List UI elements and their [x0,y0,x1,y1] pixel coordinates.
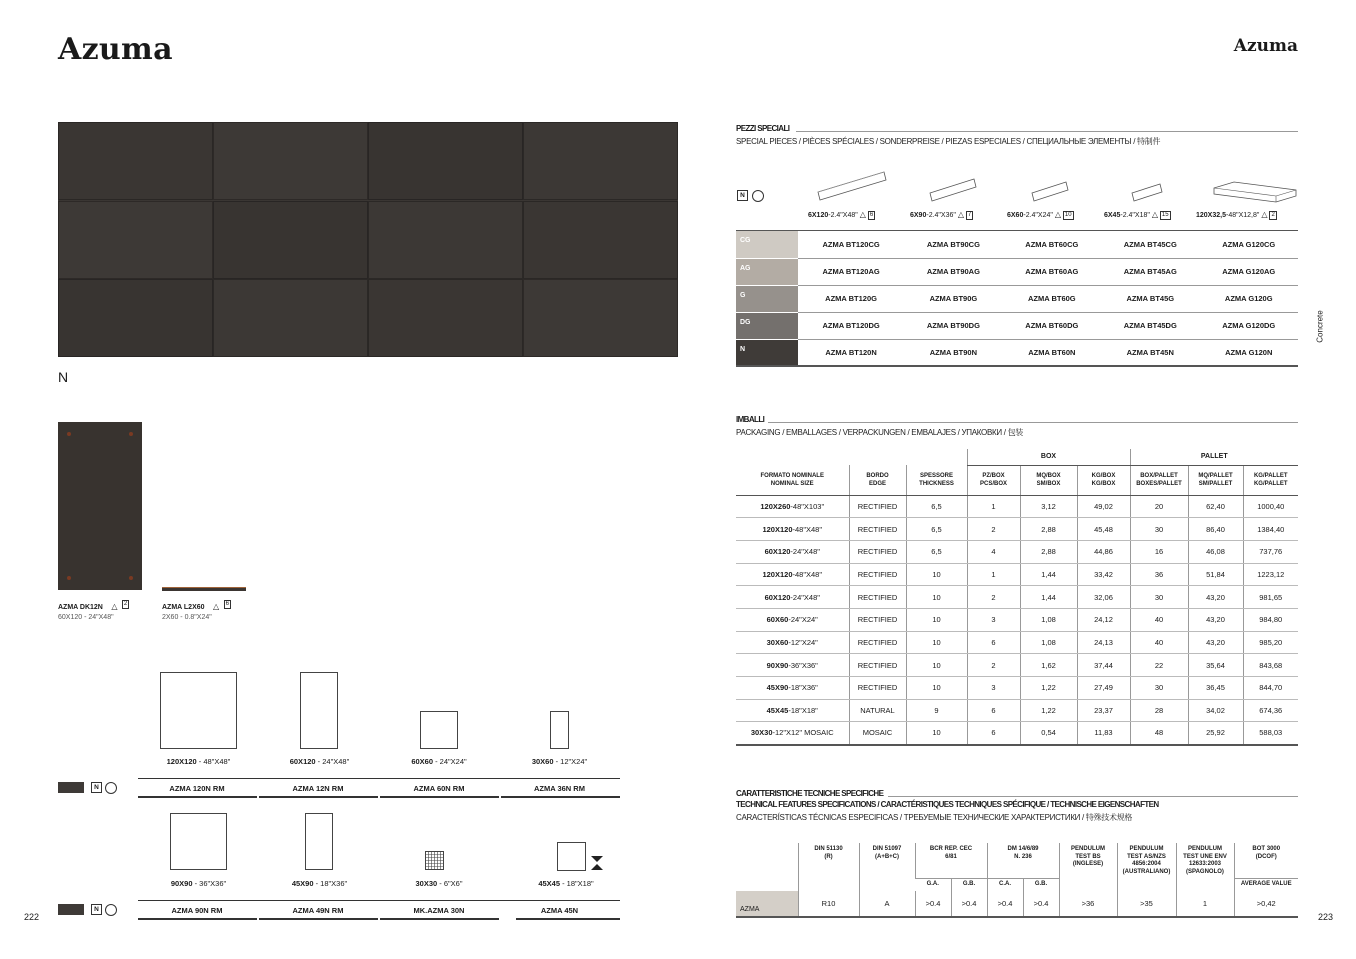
tile-size-label: 45X90 - 18"X36" [291,879,348,888]
table-cell: 30 [1130,586,1188,609]
tile-45x45-outline [557,842,586,871]
tile-size-label: 45X45 - 18"X18" [538,879,594,888]
table-cell: 1223,12 [1243,563,1298,586]
tile-size-label: 90X90 - 36"X36" [170,879,227,888]
table-row [736,631,1298,654]
table-cell: 1,44 [1020,586,1077,609]
bullnose-6x120-icon [816,168,888,204]
table-cell: RECTIFIED [849,654,906,677]
triangle-icon: △ [212,602,220,611]
format-cell: 120X120-48"X48" [736,563,849,586]
table-cell: 1,22 [1020,677,1077,700]
table-cell: AZMA G120G [1199,285,1298,312]
sub-header: G.A. [915,878,951,891]
table-cell: AZMA G120AG [1199,258,1298,285]
special-piece-caption: 6X90-2.4"X36" △ 7 [910,210,972,219]
page-title-left: Azuma [58,32,173,67]
special-piece-caption: 120X32,5-48"X12,8" △ 2 [1196,210,1275,219]
table-cell: AZMA BT120CG [798,231,904,258]
column-header: KG/BOX KG/BOX [1077,465,1130,495]
featured-product [58,596,129,621]
special-pieces-subtitle: SPECIAL PIECES / PIÈCES SPÉCIALES / SONDERPREISE / PIEZAS ESPECIALES / СПЕЦИАЛЬНЫЕ ЭЛЕМЕНТЫ / 特制件 [736,137,1161,146]
tile-size-label: 30X60 - 12"X24" [531,757,588,766]
table-cell: 28 [1130,699,1188,722]
page-title-right: Azuma [1233,36,1298,56]
table-cell: 24,12 [1077,608,1130,631]
table-cell: 6 [967,699,1020,722]
table-row [736,258,1298,285]
tile-code-label: AZMA 49N RM [292,906,344,915]
sub-header: G.B. [951,878,987,891]
table-cell: 588,03 [1243,722,1298,745]
tile-30x60-outline [550,711,569,749]
column-header: SPESSORE THICKNESS [906,465,967,495]
divider [138,778,620,779]
n-finish-badge: N [91,904,102,915]
tile-code-label: AZMA 90N RM [171,906,223,915]
table-cell: 3 [967,677,1020,700]
table-cell: AZMA BT120G [798,285,904,312]
technical-title: CARATTERISTICHE TECNICHE SPECIFICHE [736,789,884,798]
table-row [736,699,1298,722]
table-cell: >0.4 [987,891,1023,917]
divider [259,918,378,920]
circle-icon [105,782,117,794]
table-cell: AZMA BT120DG [798,312,904,339]
table-cell: AZMA BT60DG [1003,312,1101,339]
table-cell: 11,83 [1077,722,1130,745]
hero-tile [213,201,368,279]
table-row [736,231,1298,258]
table-cell: AZMA BT90DG [904,312,1002,339]
technical-table [736,843,1298,918]
divider [516,918,620,920]
format-cell: 60X60-24"X24" [736,608,849,631]
table-cell: 16 [1130,540,1188,563]
table-cell: AZMA G120N [1199,339,1298,366]
hero-tile [58,201,213,279]
table-cell: 46,08 [1188,540,1243,563]
page-number-right: 223 [1318,912,1334,922]
column-header: PENDULUM TEST UNE ENV 12633:2003 (SPAGNOLO) [1176,843,1234,891]
tile-code-label: AZMA 120N RM [169,784,225,793]
table-cell: 2 [967,586,1020,609]
format-cell: 120X120-48"X48" [736,518,849,541]
table-cell: 10 [906,563,967,586]
table-cell: RECTIFIED [849,631,906,654]
tile-code-label: MK.AZMA 30N [413,906,465,915]
table-cell: RECTIFIED [849,540,906,563]
table-cell: 981,65 [1243,586,1298,609]
table-cell: AZMA BT90G [904,285,1002,312]
group-header-pallet: PALLET [1130,449,1298,465]
table-cell: 62,40 [1188,495,1243,518]
special-pieces-title: PEZZI SPECIALI [736,124,790,133]
table-cell: RECTIFIED [849,677,906,700]
hero-tile [368,122,523,200]
table-cell: 30 [1130,518,1188,541]
table-row [736,608,1298,631]
table-cell: AZMA BT90CG [904,231,1002,258]
table-row [736,495,1298,518]
column-header: PENDULUM TEST BS (INGLESE) [1059,843,1117,891]
special-piece-caption: 6X45-2.4"X18" △ 15 [1104,210,1169,219]
l2x60-strip-image [162,587,246,591]
table-cell: 44,86 [1077,540,1130,563]
divider [768,422,1298,423]
step-tread-icon [1212,180,1298,206]
table-cell: 2 [967,518,1020,541]
table-cell: 1 [1176,891,1234,917]
column-header: BORDO EDGE [849,465,906,495]
table-cell: 43,20 [1188,631,1243,654]
table-cell: 20 [1130,495,1188,518]
table-cell: 674,36 [1243,699,1298,722]
table-cell: 1,44 [1020,563,1077,586]
tile-code-label: AZMA 12N RM [292,784,344,793]
column-header: MQ/BOX SM/BOX [1020,465,1077,495]
table-cell: RECTIFIED [849,586,906,609]
divider [888,796,1298,797]
product-code: AZMA L2X60 [162,604,205,611]
table-cell: 30 [1130,677,1188,700]
featured-product [162,596,231,621]
group-header-box: BOX [967,449,1130,465]
divider [259,796,378,798]
table-cell: 43,20 [1188,586,1243,609]
table-cell: 22 [1130,654,1188,677]
tile-size-label: 60X60 - 24"X24" [411,757,467,766]
table-cell: 1,22 [1020,699,1077,722]
column-header: DIN 51130 (R) [798,843,859,891]
color-tag: DG [736,312,798,339]
tile-120x120-outline [160,672,237,749]
color-tag: N [736,339,798,366]
hero-tile [213,122,368,200]
table-cell: AZMA BT45CG [1101,231,1199,258]
table-cell: AZMA BT60CG [1003,231,1101,258]
format-cell: 45X90-18"X36" [736,677,849,700]
table-cell: >0.4 [951,891,987,917]
hero-tile [523,201,678,279]
table-cell: 1,08 [1020,631,1077,654]
bullnose-6x90-icon [928,175,978,205]
bullnose-6x45-icon [1130,180,1164,204]
table-cell: 6,5 [906,540,967,563]
table-cell: 6 [967,631,1020,654]
table-cell: 40 [1130,608,1188,631]
table-row [736,339,1298,366]
table-cell: 10 [906,654,967,677]
table-cell: 27,49 [1077,677,1130,700]
format-cell: 90X90-36"X36" [736,654,849,677]
table-cell: 1 [967,495,1020,518]
color-tag: CG [736,231,798,258]
page-number-left: 222 [24,912,40,922]
format-cell: 45X45-18"X18" [736,699,849,722]
column-header: BOT 3000 (DCOF) [1234,843,1298,878]
table-cell: R10 [798,891,859,917]
table-cell: 1,62 [1020,654,1077,677]
table-cell: 86,40 [1188,518,1243,541]
hero-tile [58,122,213,200]
tile-size-label: 30X30 - 6"X6" [415,879,463,888]
hero-tile-image [58,122,678,357]
color-swatch [58,904,84,915]
column-header: DM 14/6/89 N. 236 [987,843,1059,878]
table-cell: 3 [967,608,1020,631]
table-cell: AZMA BT60G [1003,285,1101,312]
tile-60x120-outline [300,672,338,749]
column-header: MQ/PALLET SM/PALLET [1188,465,1243,495]
n-finish-badge: N [737,190,748,201]
hero-tile [523,279,678,357]
format-cell: 30X30-12"X12" MOSAIC [736,722,849,745]
column-header: PZ/BOX PCS/BOX [967,465,1020,495]
tile-code-label: AZMA 45N [540,906,579,915]
packaging-title: IMBALLI [736,415,765,424]
sub-header: AVERAGE VALUE [1234,878,1298,891]
sub-header: G.B. [1023,878,1059,891]
table-cell: AZMA BT90N [904,339,1002,366]
divider [138,900,620,901]
table-cell: 45,48 [1077,518,1130,541]
table-cell: AZMA G120CG [1199,231,1298,258]
divider [380,918,499,920]
table-cell: 32,06 [1077,586,1130,609]
divider [138,796,257,798]
table-row [736,654,1298,677]
packaging-subtitle: PACKAGING / EMBALLAGES / VERPACKUNGEN / EMBALAJES / УПАКОВКИ / 包装 [736,428,1023,437]
divider [138,918,257,920]
table-cell: 10 [906,677,967,700]
format-cell: 30X60-12"X24" [736,631,849,654]
special-piece-caption: 6X120-2.4"X48" △ 6 [808,210,874,219]
table-cell: AZMA BT60N [1003,339,1101,366]
table-cell: 40 [1130,631,1188,654]
table-cell: 33,42 [1077,563,1130,586]
special-pieces-table [736,231,1298,367]
column-header: PENDULUM TEST AS/NZS 4856:2004 (AUSTRALIANO) [1117,843,1176,891]
table-cell: 49,02 [1077,495,1130,518]
hero-tile [368,201,523,279]
table-cell: 10 [906,631,967,654]
table-cell: 6,5 [906,518,967,541]
bullnose-6x60-icon [1030,178,1070,204]
table-cell: 43,20 [1188,608,1243,631]
color-tag: AG [736,258,798,285]
box-count-badge: 2 [123,601,128,608]
sub-header: C.A. [987,878,1023,891]
column-header: DIN 51097 (A+B+C) [859,843,915,891]
column-header: FORMATO NOMINALE NOMINAL SIZE [736,465,849,495]
dk12n-tile-image [58,422,142,590]
table-cell: AZMA BT45G [1101,285,1199,312]
special-piece-caption: 6X60-2.4"X24" △ 10 [1007,210,1072,219]
column-header: KG/PALLET KG/PALLET [1243,465,1298,495]
table-cell: A [859,891,915,917]
table-row [736,285,1298,312]
table-cell: 23,37 [1077,699,1130,722]
table-cell: 2,88 [1020,540,1077,563]
triangle-icon: △ [111,602,118,611]
technical-subtitle: CARACTERÍSTICAS TÉCNICAS ESPECIFICAS / ТРЕБУЕМЫЕ ТЕХНИЧЕСКИЕ ХАРАКТЕРИСТИКИ / 特殊技术规格 [736,813,1133,822]
circle-icon [105,904,117,916]
table-row [736,563,1298,586]
table-cell: 844,70 [1243,677,1298,700]
row-label: AZMA [736,891,798,917]
table-cell: 6 [967,722,1020,745]
tile-size-label: 120X120 - 48"X48" [166,757,231,766]
table-cell: MOSAIC [849,722,906,745]
table-cell: 4 [967,540,1020,563]
table-row [736,540,1298,563]
divider [796,131,1298,132]
box-count-badge: 6 [225,601,229,608]
table-cell: 9 [906,699,967,722]
table-cell: 6,5 [906,495,967,518]
technical-subtitle: TECHNICAL FEATURES SPECIFICATIONS / CARACTÉRISTIQUES TECHNIQUES SPÉCIFIQUE / TECHNISCHE EIGENSCHAFTEN [736,800,1159,809]
divider [501,796,620,798]
table-cell: RECTIFIED [849,608,906,631]
tile-size-label: 60X120 - 24"X48" [289,757,350,766]
category-side-label: Concrete [1315,310,1325,343]
table-cell: >0.4 [915,891,951,917]
color-swatch [58,782,84,793]
table-cell: 843,68 [1243,654,1298,677]
format-cell: 60X120-24"X48" [736,540,849,563]
table-cell: AZMA BT90AG [904,258,1002,285]
format-cell: 120X260-48"X103" [736,495,849,518]
table-cell: 34,02 [1188,699,1243,722]
table-row [736,677,1298,700]
tile-code-label: AZMA 36N RM [534,784,585,793]
table-cell: 0,54 [1020,722,1077,745]
table-cell: 1000,40 [1243,495,1298,518]
table-row [736,586,1298,609]
table-cell: 10 [906,722,967,745]
mosaic-grid-icon [425,851,444,870]
tile-45x90-outline [305,813,333,870]
table-cell: >36 [1059,891,1117,917]
table-cell: RECTIFIED [849,495,906,518]
column-header: BOX/PALLET BOXES/PALLET [1130,465,1188,495]
table-cell: 2 [967,654,1020,677]
table-cell: 1 [967,563,1020,586]
color-tag: G [736,285,798,312]
table-cell: AZMA G120DG [1199,312,1298,339]
table-row [736,891,1298,917]
n-finish-badge: N [91,782,102,793]
table-cell: AZMA BT60AG [1003,258,1101,285]
tile-code-label: AZMA 60N RM [413,784,465,793]
table-cell: 36,45 [1188,677,1243,700]
table-cell: RECTIFIED [849,518,906,541]
table-cell: 36 [1130,563,1188,586]
table-cell: 48 [1130,722,1188,745]
packaging-table [736,449,1298,746]
table-cell: 985,20 [1243,631,1298,654]
tile-60x60-outline [420,711,458,749]
table-cell: AZMA BT45AG [1101,258,1199,285]
table-cell: RECTIFIED [849,563,906,586]
product-code: AZMA DK12N [58,604,103,611]
table-cell: NATURAL [849,699,906,722]
table-cell: 37,44 [1077,654,1130,677]
product-size: 2X60 - 0.8"X24" [162,614,212,621]
column-header: BCR REP. CEC 6/81 [915,843,987,878]
table-cell: >0,42 [1234,891,1298,917]
table-cell: AZMA BT45DG [1101,312,1199,339]
table-row [736,518,1298,541]
table-cell: 10 [906,586,967,609]
hero-tile [368,279,523,357]
hero-tile [213,279,368,357]
table-row [736,722,1298,745]
table-cell: 10 [906,608,967,631]
table-cell: 51,84 [1188,563,1243,586]
table-cell: 737,76 [1243,540,1298,563]
table-cell: 24,13 [1077,631,1130,654]
hero-tile [58,279,213,357]
circle-icon [752,190,764,202]
table-cell: 2,88 [1020,518,1077,541]
table-cell: AZMA BT120AG [798,258,904,285]
table-cell: 1,08 [1020,608,1077,631]
hero-color-label: N [58,369,69,385]
table-cell: >0.4 [1023,891,1059,917]
table-cell: 35,64 [1188,654,1243,677]
format-cell: 60X120-24"X48" [736,586,849,609]
divider [380,796,499,798]
natural-edge-icon [590,855,604,871]
table-cell: >35 [1117,891,1176,917]
table-cell: AZMA BT120N [798,339,904,366]
table-cell: 3,12 [1020,495,1077,518]
table-cell: 984,80 [1243,608,1298,631]
table-row [736,312,1298,339]
product-size: 60X120 - 24"X48" [58,614,114,621]
table-cell: 25,92 [1188,722,1243,745]
table-cell: AZMA BT45N [1101,339,1199,366]
hero-tile [523,122,678,200]
tile-90x90-outline [170,813,227,870]
table-cell: 1384,40 [1243,518,1298,541]
